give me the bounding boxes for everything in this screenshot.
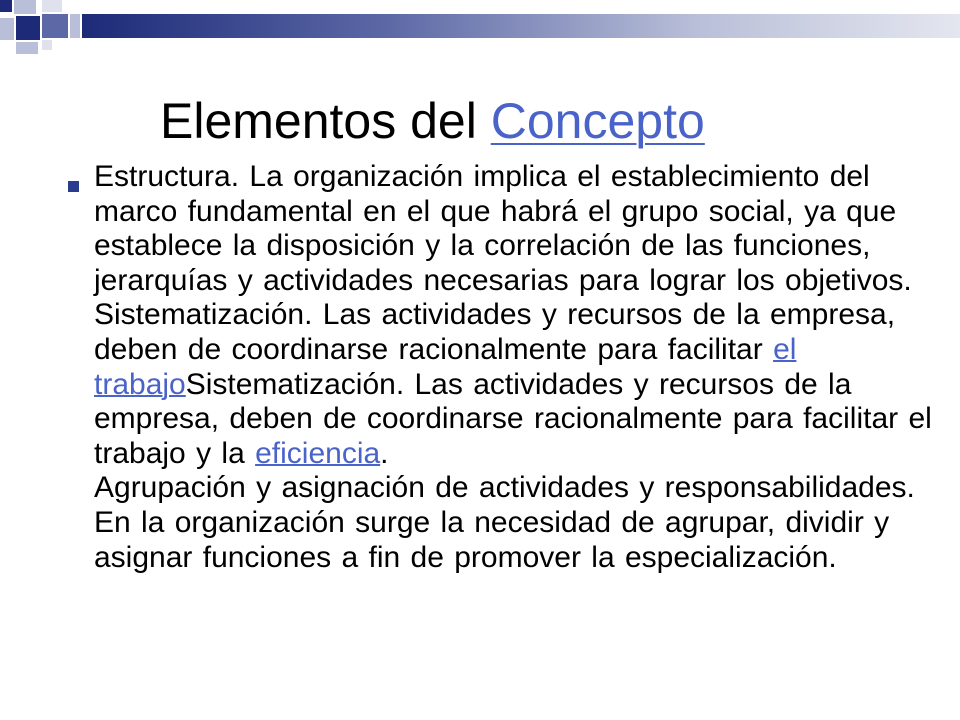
bullet-paragraph: [94, 160, 954, 575]
paragraph-grouping: Agrupación y asignación de actividades y responsabilidades. En la organización surge la necesidad de agrupar, dividir y asignar funciones a fin de promover la especialización.: [94, 471, 915, 574]
link-eficiencia[interactable]: eficiencia: [255, 436, 381, 470]
decor-square-9: [42, 40, 52, 50]
paragraph-systematization-middle: Sistematización. Las actividades y recursos de la empresa, deben de coordinarse racionalmente para facilitar el trabajo y la: [94, 367, 932, 470]
decor-square-1: [0, 0, 12, 12]
decor-square-4: [16, 16, 40, 40]
slide-content: [60, 160, 960, 720]
slide-title: [160, 88, 705, 154]
decor-square-5: [42, 14, 68, 38]
title-text: Elementos del: [160, 93, 491, 149]
link-el-trabajo[interactable]: el trabajo: [94, 332, 797, 401]
paragraph-systematization-start: Sistematización. Las actividades y recursos de la empresa, deben de coordinarse racionalmente para facilitar: [94, 298, 896, 366]
decor-square-7: [16, 42, 38, 54]
title-concept-link[interactable]: Concepto: [490, 93, 705, 149]
paragraph-structure: Estructura. La organización implica el establecimiento del marco fundamental en el que habrá el grupo social, ya que establece la disposición y la correlación de las funciones, jerarquías y actividades necesarias para lograr los objetivos.: [94, 160, 912, 297]
paragraph-systematization-end: .: [380, 436, 389, 470]
decor-square-8: [42, 0, 62, 12]
decor-square-2: [14, 0, 36, 14]
header-gradient-bar: [82, 14, 960, 38]
square-bullet-icon: [68, 181, 79, 192]
decor-square-3: [0, 18, 14, 40]
decor-square-6: [70, 14, 80, 38]
